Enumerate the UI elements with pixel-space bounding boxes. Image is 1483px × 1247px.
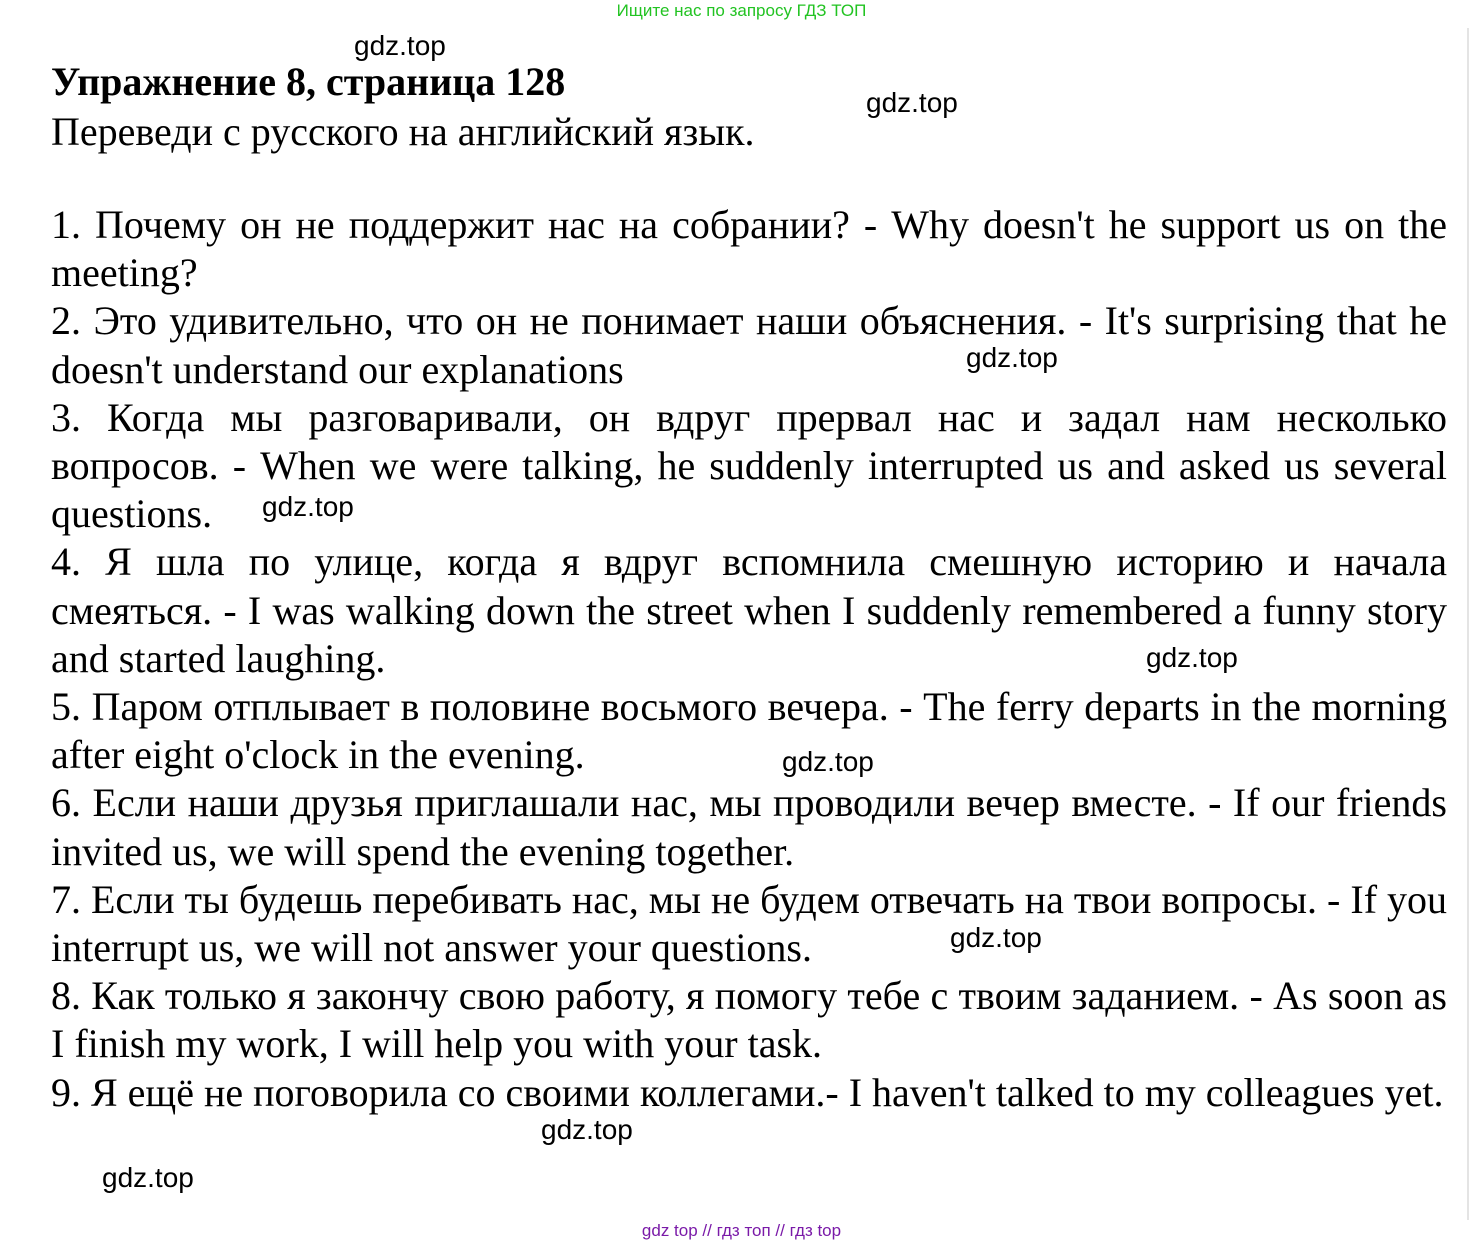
answer-item-5: 5. Паром отплывает в половине восьмого вечера. - The ferry departs in the morning after eight o'clock in the evening. [51, 684, 1447, 778]
exercise-instruction: Переведи с русского на английский язык. [51, 109, 755, 154]
watermark: gdz.top [866, 87, 958, 118]
watermark: gdz.top [354, 30, 446, 61]
page-edge-divider [1467, 28, 1469, 1220]
watermark: gdz.top [966, 342, 1058, 373]
answer-item-7: 7. Если ты будешь перебивать нас, мы не будем отвечать на твои вопросы. - If you interrupt us, we will not answer your questions. [51, 876, 1448, 971]
answer-item-9: 9. Я ещё не поговорила со своими коллегами.- I haven't talked to my colleagues yet. [51, 1069, 1444, 1115]
answer-item-1: 1. Почему он не поддержит нас на собрании? - Why doesn't he support us on the meeting? [51, 202, 1447, 296]
answer-item-8: 8. Как только я закончу свою работу, я помогу тебе с твоим заданием. - As soon as I finish my work, I will help you with your task. [51, 973, 1447, 1067]
watermark: gdz.top [102, 1162, 194, 1193]
answer-item-4: 4. Я шла по улице, когда я вдруг вспомнила смешную историю и начала смеяться. - I was walking down the street when I suddenly remembered a funny story and started laughing. [51, 539, 1447, 681]
watermark: gdz.top [1146, 642, 1238, 673]
top-banner[interactable]: Ищите нас по запросу ГДЗ ТОП [616, 1, 867, 20]
watermark: gdz.top [950, 922, 1042, 953]
watermark: gdz.top [262, 491, 354, 522]
watermark: gdz.top [782, 746, 874, 777]
answer-item-2: 2. Это удивительно, что он не понимает наши объяснения. - It's surprising that he doesn't understand our explanations [51, 298, 1447, 392]
watermark: gdz.top [541, 1114, 633, 1145]
exercise-title: Упражнение 8, страница 128 [51, 59, 566, 104]
footer-links[interactable]: gdz top // гдз топ // гдз top [641, 1221, 842, 1240]
answer-item-3: 3. Когда мы разговаривали, он вдруг прервал нас и задал нам несколько вопросов. - When we were talking, he suddenly interrupted us and asked us several questions. [51, 394, 1447, 537]
answer-item-6: 6. Если наши друзья приглашали нас, мы проводили вечер вместе. - If our friends invited us, we will spend the evening together. [51, 780, 1447, 874]
